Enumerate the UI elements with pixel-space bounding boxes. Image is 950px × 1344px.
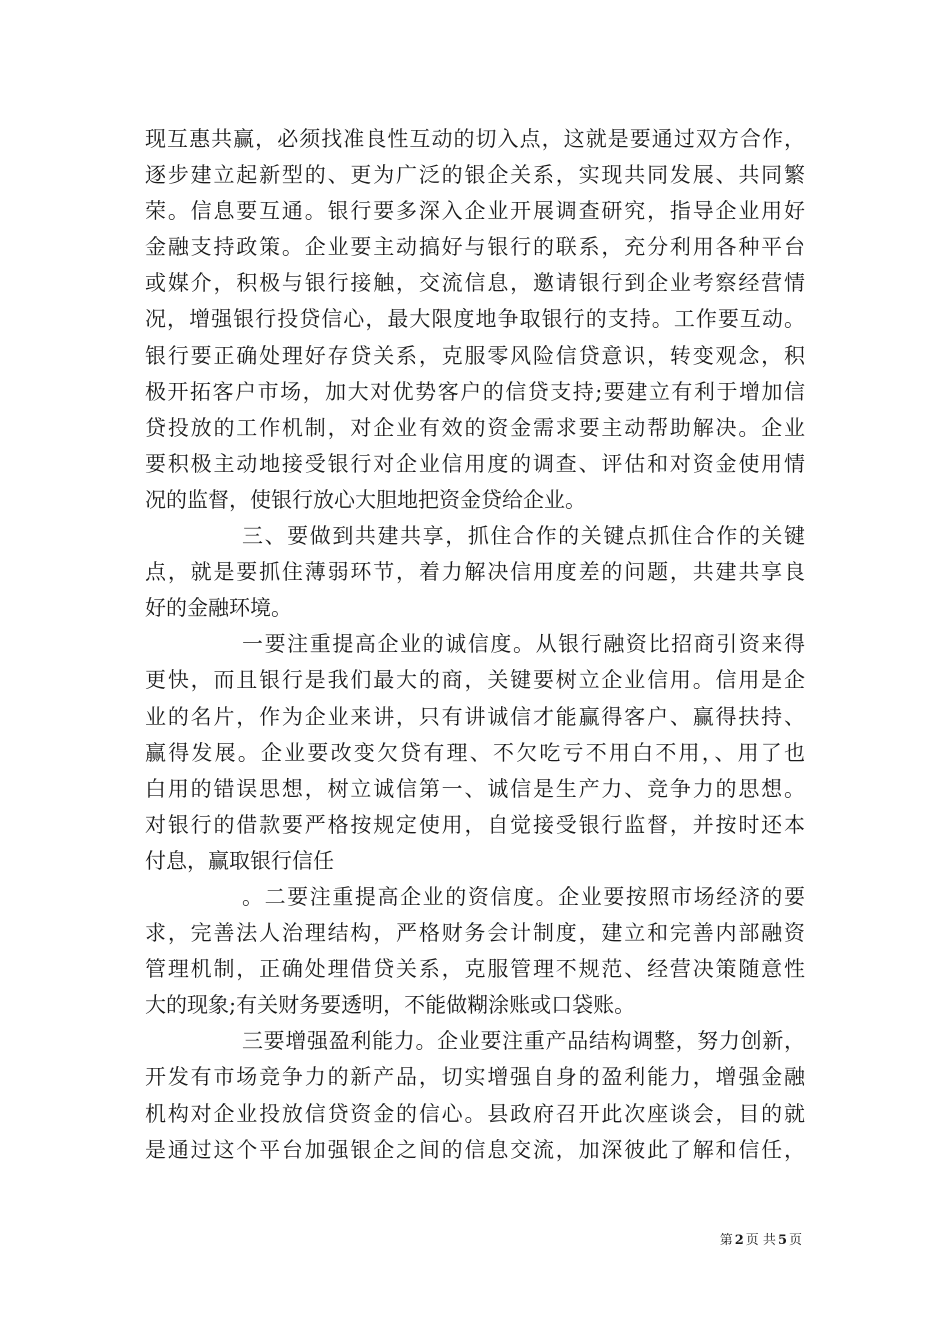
text-line: 银行要正确处理好存贷关系，克服零风险信贷意识，转变观念，积 <box>145 343 805 368</box>
text-line: 好的金融环境。 <box>145 596 292 621</box>
page-footer <box>720 1232 802 1250</box>
text-line: 一要注重提高企业的诚信度。从银行融资比招商引资来得 <box>242 632 805 657</box>
text-line: 三要增强盈利能力。企业要注重产品结构调整，努力创新， <box>242 1029 805 1054</box>
footer-suffix: 页 <box>788 1233 802 1248</box>
body-text <box>145 121 805 1168</box>
text-line: 或媒介，积极与银行接触，交流信息，邀请银行到企业考察经营情 <box>145 271 805 296</box>
text-line: 要积极主动地接受银行对企业信用度的调查、评估和对资金使用情 <box>145 451 805 476</box>
text-line: 金融支持政策。企业要主动搞好与银行的联系，充分利用各种平台 <box>145 235 805 260</box>
text-line: 极开拓客户市场，加大对优势客户的信贷支持;要建立有利于增加信 <box>145 379 805 404</box>
text-line: 对银行的借款要严格按规定使用，自觉接受银行监督，并按时还本 <box>145 812 805 837</box>
text-line: 逐步建立起新型的、更为广泛的银企关系，实现共同发展、共同繁 <box>145 163 805 188</box>
text-line: 况，增强银行投贷信心，最大限度地争取银行的支持。工作要互动。 <box>145 307 805 332</box>
text-line: 管理机制，正确处理借贷关系，克服管理不规范、经营决策随意性 <box>145 957 805 982</box>
text-line: 是通过这个平台加强银企之间的信息交流，加深彼此了解和信任， <box>145 1137 805 1162</box>
text-line: 点，就是要抓住薄弱环节，着力解决信用度差的问题，共建共享良 <box>145 560 805 585</box>
text-line: 贷投放的工作机制，对企业有效的资金需求要主动帮助解决。企业 <box>145 415 805 440</box>
text-line: 开发有市场竞争力的新产品，切实增强自身的盈利能力，增强金融 <box>145 1065 805 1090</box>
total-page-count: 5 <box>777 1233 787 1248</box>
text-line: 况的监督，使银行放心大胆地把资金贷给企业。 <box>145 487 586 512</box>
text-line: 白用的错误思想，树立诚信第一、诚信是生产力、竞争力的思想。 <box>145 776 805 801</box>
text-line: 机构对企业投放信贷资金的信心。县政府召开此次座谈会，目的就 <box>145 1101 805 1126</box>
text-line: 求，完善法人治理结构，严格财务会计制度，建立和完善内部融资 <box>145 921 805 946</box>
text-line: 荣。信息要互通。银行要多深入企业开展调查研究，指导企业用好 <box>145 199 805 224</box>
text-line: 。二要注重提高企业的资信度。企业要按照市场经济的要 <box>242 884 805 909</box>
footer-prefix: 第 <box>719 1233 733 1248</box>
text-line: 付息，赢取银行信任 <box>145 848 334 873</box>
footer-middle: 页 共 <box>745 1233 776 1248</box>
text-line: 赢得发展。企业要改变欠贷有理、不欠吃亏不用白不用，、用了也 <box>145 740 805 765</box>
text-line: 业的名片，作为企业来讲，只有讲诚信才能赢得客户、赢得扶持、 <box>145 704 805 729</box>
text-line: 更快，而且银行是我们最大的商，关键要树立企业信用。信用是企 <box>145 668 805 693</box>
text-line: 三、要做到共建共享，抓住合作的关键点抓住合作的关键 <box>242 524 805 549</box>
text-line: 大的现象;有关财务要透明，不能做糊涂账或口袋账。 <box>145 993 636 1018</box>
current-page-number: 2 <box>734 1233 744 1248</box>
text-line: 现互惠共赢，必须找准良性互动的切入点，这就是要通过双方合作， <box>145 127 805 151</box>
